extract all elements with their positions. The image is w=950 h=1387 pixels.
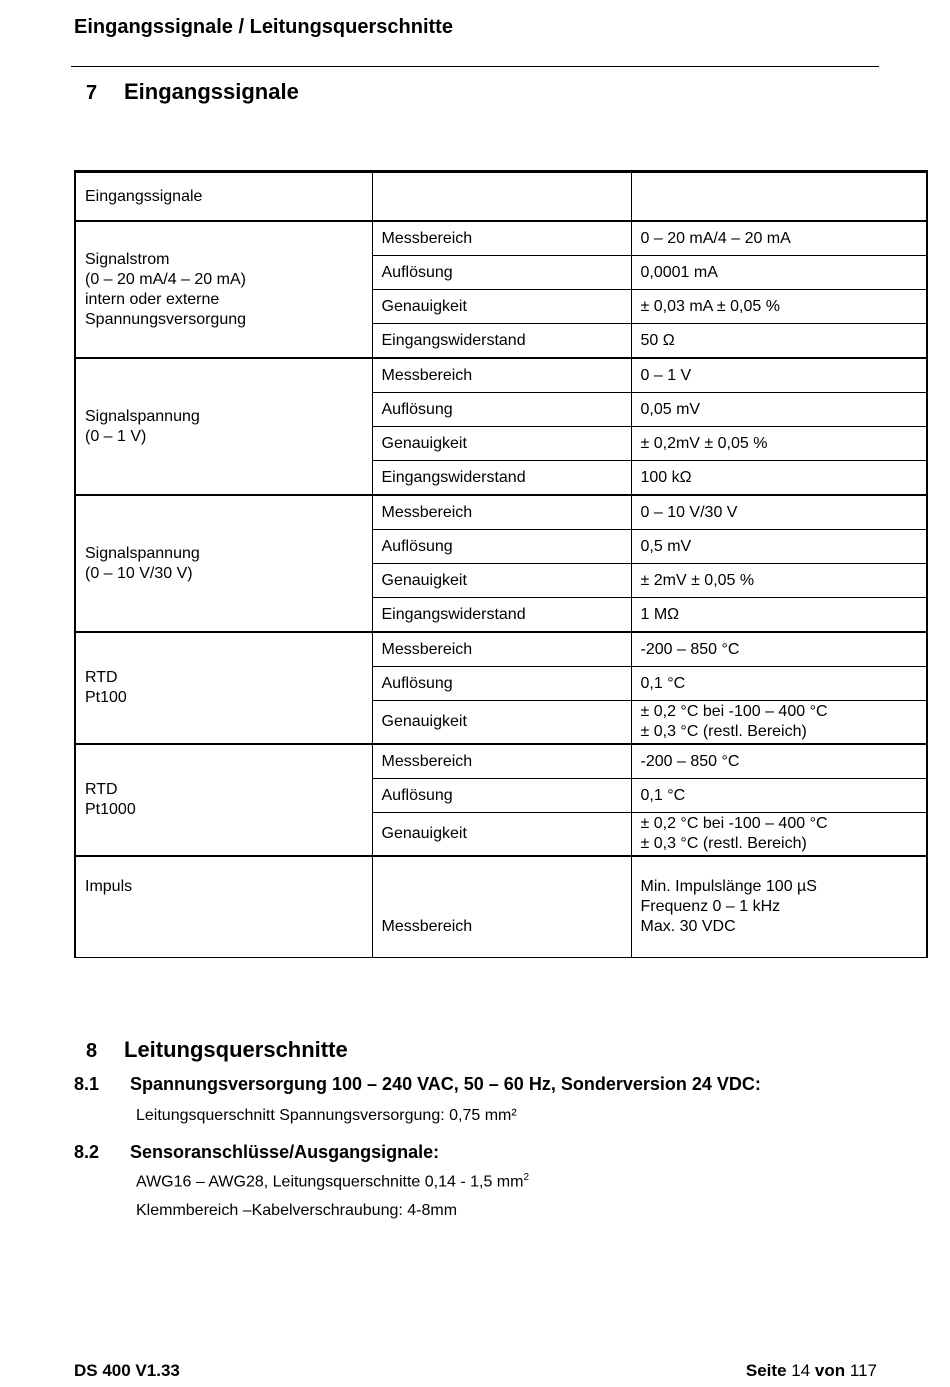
squared-superscript: 2 — [523, 1172, 530, 1183]
subsection-8-1-text: Leitungsquerschnitt Spannungsversorgung: 0,75 mm² — [136, 1107, 517, 1124]
value-cell: ± 0,2mV ± 0,05 % — [631, 427, 927, 461]
value-cell: -200 – 850 °C — [631, 744, 927, 779]
signal-type-cell: RTD Pt100 — [75, 632, 372, 744]
value-cell: 0,5 mV — [631, 530, 927, 564]
parameter-cell: Messbereich — [372, 358, 631, 393]
parameter-cell: Messbereich — [372, 495, 631, 530]
section-7-number: 7 — [86, 82, 98, 104]
parameter-cell: Auflösung — [372, 256, 631, 290]
table-row — [75, 495, 927, 530]
table-header-cell — [372, 172, 631, 222]
value-cell: 0,05 mV — [631, 393, 927, 427]
page-header-title: Eingangssignale / Leitungsquerschnitte — [74, 16, 453, 38]
table-row — [75, 221, 927, 256]
footer-document-version: DS 400 V1.33 — [74, 1361, 180, 1380]
value-cell: 0,0001 mA — [631, 256, 927, 290]
parameter-cell: Messbereich — [372, 632, 631, 667]
footer-page-label: Seite — [745, 1361, 787, 1380]
subsection-8-1-title: Spannungsversorgung 100 – 240 VAC, 50 – 60 Hz, Sonderversion 24 VDC: — [130, 1074, 761, 1094]
subsection-8-2-number: 8.2 — [74, 1142, 100, 1162]
parameter-cell: Genauigkeit — [372, 701, 631, 745]
value-cell: ± 2mV ± 0,05 % — [631, 564, 927, 598]
signal-type-cell: Signalspannung (0 – 1 V) — [75, 358, 372, 495]
parameter-cell: Messbereich — [372, 856, 631, 958]
section-8-number: 8 — [86, 1040, 98, 1062]
table-row — [75, 856, 927, 958]
subsection-8-2-text-1 — [136, 1172, 529, 1191]
footer-total-pages: 117 — [849, 1361, 877, 1380]
input-signals-table-body — [75, 172, 927, 958]
value-cell: 1 MΩ — [631, 598, 927, 633]
value-cell: 0 – 10 V/30 V — [631, 495, 927, 530]
value-cell: 0 – 20 mA/4 – 20 mA — [631, 221, 927, 256]
section-7-title: Eingangssignale — [124, 79, 299, 104]
value-cell: -200 – 850 °C — [631, 632, 927, 667]
parameter-cell: Genauigkeit — [372, 564, 631, 598]
parameter-cell: Auflösung — [372, 779, 631, 813]
value-cell: Min. Impulslänge 100 µS Frequenz 0 – 1 kHz Max. 30 VDC — [631, 856, 927, 958]
value-cell: ± 0,2 °C bei -100 – 400 °C ± 0,3 °C (restl. Bereich) — [631, 701, 927, 745]
signal-type-cell: RTD Pt1000 — [75, 744, 372, 856]
input-signals-table — [74, 170, 928, 958]
parameter-cell: Genauigkeit — [372, 427, 631, 461]
parameter-cell: Auflösung — [372, 667, 631, 701]
value-cell: 100 kΩ — [631, 461, 927, 496]
parameter-cell: Eingangswiderstand — [372, 598, 631, 633]
parameter-cell: Auflösung — [372, 530, 631, 564]
header-divider — [71, 66, 879, 67]
parameter-cell: Eingangswiderstand — [372, 324, 631, 359]
parameter-cell: Auflösung — [372, 393, 631, 427]
table-header-cell: Eingangssignale — [75, 172, 372, 222]
footer-current-page: 14 — [791, 1361, 811, 1380]
value-cell: 50 Ω — [631, 324, 927, 359]
value-cell: 0,1 °C — [631, 667, 927, 701]
parameter-cell: Messbereich — [372, 744, 631, 779]
value-cell: ± 0,03 mA ± 0,05 % — [631, 290, 927, 324]
subsection-8-2-text-2: Klemmbereich –Kabelverschraubung: 4-8mm — [136, 1202, 458, 1219]
subsection-8-2-title: Sensoranschlüsse/Ausgangsignale: — [130, 1142, 440, 1162]
table-header-cell — [631, 172, 927, 222]
section-8-title: Leitungsquerschnitte — [124, 1037, 348, 1062]
footer-of-label: von — [814, 1361, 846, 1380]
value-cell: ± 0,2 °C bei -100 – 400 °C ± 0,3 °C (restl. Bereich) — [631, 813, 927, 857]
signal-type-cell: Impuls — [75, 856, 372, 958]
wire-gauge-text: AWG16 – AWG28, Leitungsquerschnitte 0,14 - 1,5 mm — [136, 1173, 524, 1191]
table-row — [75, 358, 927, 393]
value-cell: 0,1 °C — [631, 779, 927, 813]
footer-page-number — [746, 1361, 877, 1381]
parameter-cell: Genauigkeit — [372, 290, 631, 324]
table-header-row — [75, 172, 927, 222]
parameter-cell: Genauigkeit — [372, 813, 631, 857]
subsection-8-1-number: 8.1 — [74, 1074, 100, 1094]
table-row — [75, 744, 927, 779]
parameter-cell: Messbereich — [372, 221, 631, 256]
signal-type-cell: Signalspannung (0 – 10 V/30 V) — [75, 495, 372, 632]
signal-type-cell: Signalstrom (0 – 20 mA/4 – 20 mA) intern oder externe Spannungsversorgung — [75, 221, 372, 358]
parameter-cell: Eingangswiderstand — [372, 461, 631, 496]
value-cell: 0 – 1 V — [631, 358, 927, 393]
table-row — [75, 632, 927, 667]
